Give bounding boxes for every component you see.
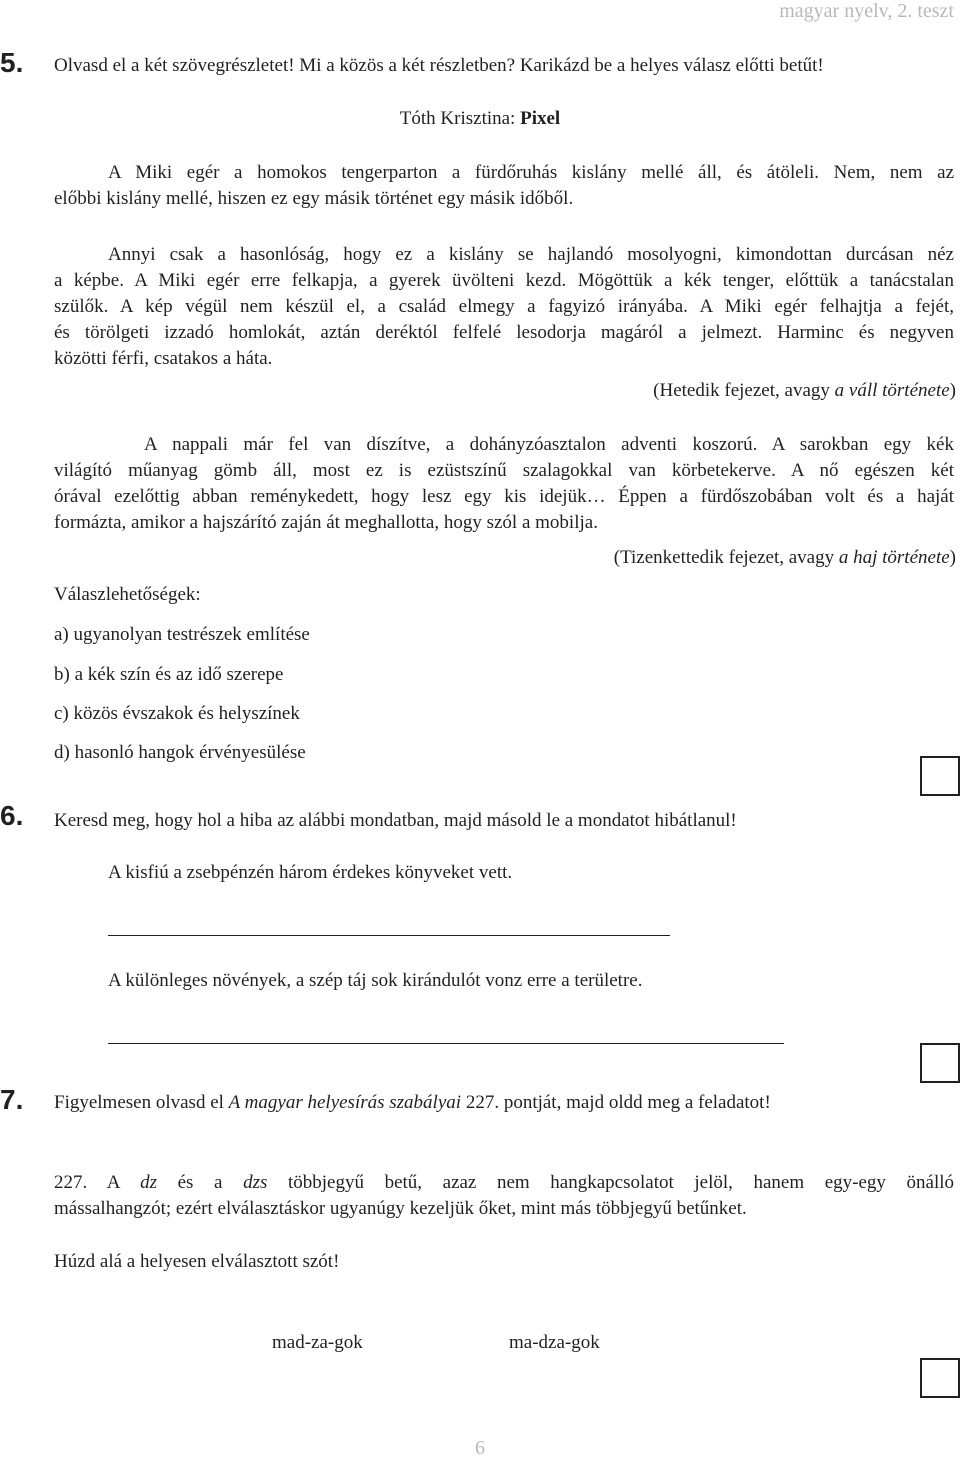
- excerpt-line: A Miki egér a homokos tengerparton a fürdőruhás kislány mellé áll, és átöleli. Nem, nem az: [108, 162, 954, 183]
- option-a[interactable]: a) ugyanolyan testrészek említése: [54, 624, 310, 645]
- option-b[interactable]: b) a kék szín és az idő szerepe: [54, 664, 284, 685]
- rule-line: mássalhangzót; ezért elválasztáskor ugyanúgy kezeljük őket, mint más többjegyű betűnket.: [54, 1198, 747, 1219]
- excerpt-2-citation: [614, 547, 956, 569]
- option-d[interactable]: d) hasonló hangok érvényesülése: [54, 742, 306, 763]
- rule-text: többjegyű betű, azaz nem hangkapcsolatot jelöl, hanem egy-egy önálló: [267, 1172, 955, 1193]
- choice-ma-dza-gok[interactable]: ma-dza-gok: [509, 1332, 600, 1353]
- question-5-prompt: Olvasd el a két szövegrészletet! Mi a közös a két részletben? Karikázd be a helyes válasz előtti betűt!: [54, 55, 824, 76]
- excerpt-1-citation: [653, 380, 956, 402]
- score-box-q7[interactable]: [920, 1358, 960, 1398]
- citation-italic: a haj története: [838, 547, 950, 568]
- excerpt-line: órával ezelőttig abban reménykedett, hogy lesz egy kis idejük… Éppen a fürdőszobában volt és a haját: [54, 486, 954, 507]
- excerpt-line: a képbe. A Miki egér erre felkapja, a gyerek üvölteni kezd. Mögöttük a kék tenger, előttük a tanácstalan: [54, 270, 954, 291]
- excerpt-line: világító műanyag gömb áll, most ez is ezüstszínű szalagokkal van körbetekerve. A nő egészen két: [54, 460, 954, 481]
- excerpt-line: A nappali már fel van díszítve, a dohányzóasztalon adventi koszorú. A sarokban egy kék: [144, 434, 954, 455]
- rule-dz: dz: [140, 1172, 157, 1193]
- excerpt-line: és törölgeti izzadó homlokát, aztán deréktól felfelé lesodorja magáról a jelmezt. Harminc és negyven: [54, 322, 954, 343]
- excerpt-line: közötti férfi, csatakos a háta.: [54, 348, 273, 369]
- answer-line-2[interactable]: [108, 1043, 784, 1044]
- citation-close: ): [949, 547, 956, 568]
- citation-text: (Tizenkettedik fejezet, avagy: [613, 547, 839, 568]
- excerpt-1-paragraph-1: [54, 160, 954, 212]
- source-author: Tóth Krisztina:: [399, 108, 521, 129]
- page-header: magyar nyelv, 2. teszt: [779, 0, 954, 22]
- citation-italic: a váll története: [834, 380, 950, 401]
- prompt-text: 227. pontját, majd oldd meg a feladatot!: [461, 1092, 771, 1113]
- citation-text: (Hetedik fejezet, avagy: [653, 380, 835, 401]
- rule-text: és a: [157, 1172, 244, 1193]
- score-box-q5[interactable]: [920, 756, 960, 796]
- rule-text: 227. A: [54, 1172, 141, 1193]
- excerpt-1-paragraph-2: [54, 242, 954, 372]
- question-7-prompt: [54, 1092, 771, 1114]
- faulty-sentence-2: A különleges növények, a szép táj sok kirándulót vonz erre a területre.: [108, 970, 643, 991]
- question-6-number: 6.: [0, 800, 24, 831]
- prompt-text: Figyelmesen olvasd el: [54, 1092, 229, 1113]
- excerpt-line: Annyi csak a hasonlóság, hogy ez a kislány se hajlandó mosolyogni, kimondottan durcásan néz: [108, 244, 954, 265]
- choice-mad-za-gok[interactable]: mad-za-gok: [272, 1332, 363, 1353]
- prompt-book-title: A magyar helyesírás szabályai: [228, 1092, 462, 1113]
- faulty-sentence-1: A kisfiú a zsebpénzén három érdekes könyveket vett.: [108, 862, 513, 883]
- rule-227: [54, 1170, 954, 1222]
- option-c[interactable]: c) közös évszakok és helyszínek: [54, 703, 300, 724]
- page-number: 6: [475, 1437, 485, 1459]
- question-6-prompt: Keresd meg, hogy hol a hiba az alábbi mondatban, majd másold le a mondatot hibátlanul!: [54, 810, 737, 831]
- citation-close: ): [949, 380, 956, 401]
- options-label: Válaszlehetőségek:: [54, 584, 201, 605]
- rule-line: [54, 1170, 954, 1196]
- excerpt-line: formázta, amikor a hajszárító zaján át meghallotta, hogy szól a mobilja.: [54, 512, 598, 533]
- excerpt-2-paragraph: [54, 432, 954, 536]
- answer-line-1[interactable]: [108, 935, 670, 936]
- question-5-number: 5.: [0, 47, 24, 78]
- question-7-instruction: Húzd alá a helyesen elválasztott szót!: [54, 1251, 340, 1272]
- question-7-number: 7.: [0, 1084, 24, 1115]
- score-box-q6[interactable]: [920, 1043, 960, 1083]
- excerpt-line: szülők. A kép végül nem készül el, a család elmegy a fagyizó irányába. A Miki egér felhajtja a fejét,: [54, 296, 954, 317]
- excerpt-line: előbbi kislány mellé, hiszen ez egy másik történet egy másik időből.: [54, 188, 574, 209]
- rule-dzs: dzs: [243, 1172, 268, 1193]
- source-work: Pixel: [520, 108, 561, 129]
- source-title: [0, 108, 960, 130]
